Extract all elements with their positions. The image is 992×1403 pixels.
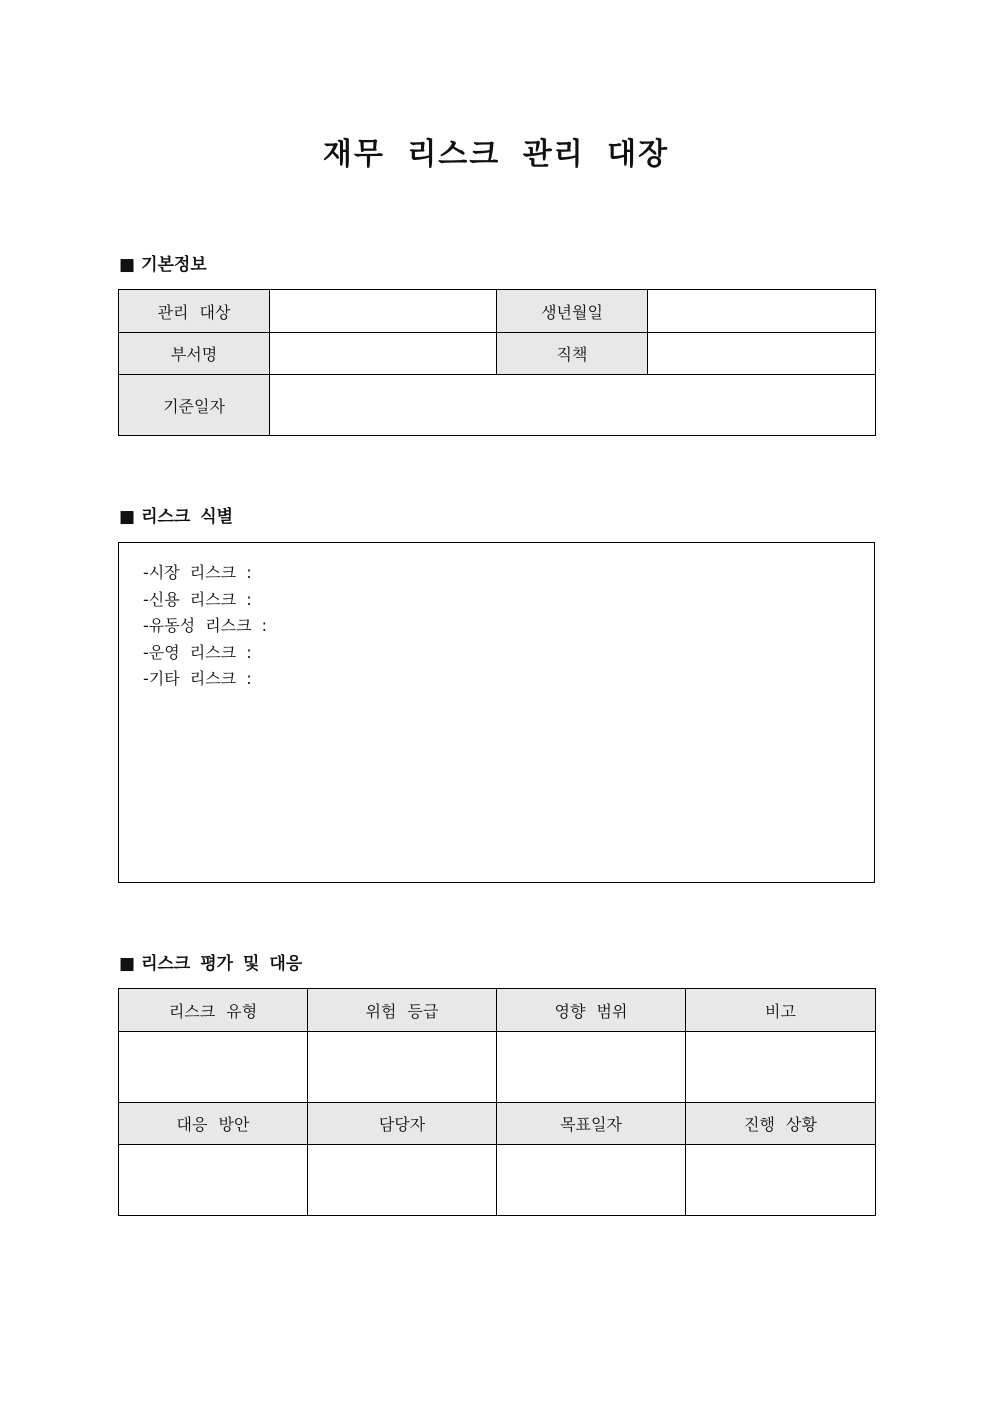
section-heading-text: 리스크 식별: [141, 507, 234, 527]
label-position: 직책: [497, 333, 648, 375]
risk-assessment-table: [118, 988, 876, 1216]
risk-type-field[interactable]: [119, 1032, 308, 1103]
remarks-field[interactable]: [686, 1032, 876, 1103]
target-date-field[interactable]: [497, 1145, 686, 1216]
response-plan-field[interactable]: [119, 1145, 308, 1216]
list-item-market-risk: -시장 리스크 :: [143, 563, 252, 582]
risk-level-field[interactable]: [308, 1032, 497, 1103]
list-item-credit-risk: -신용 리스크 :: [143, 589, 252, 609]
square-bullet-icon: ■: [119, 954, 136, 974]
impact-scope-field[interactable]: [497, 1032, 686, 1103]
section-heading-basic-info: [119, 253, 207, 277]
section-heading-risk-identification: [119, 505, 233, 529]
list-item-operational-risk: -운영 리스크 :: [143, 642, 252, 662]
header-owner: 담당자: [308, 1103, 497, 1145]
header-response-plan: 대응 방안: [119, 1103, 308, 1145]
document-title: 재무 리스크 관리 대장: [322, 137, 670, 172]
list-item-other-risk: -기타 리스크 :: [143, 669, 252, 688]
section-heading-risk-assessment: [119, 952, 302, 976]
list-item-liquidity-risk: -유동성 리스크 :: [143, 616, 268, 635]
department-field[interactable]: [270, 333, 497, 375]
progress-field[interactable]: [686, 1145, 876, 1216]
square-bullet-icon: ■: [119, 255, 136, 275]
owner-field[interactable]: [308, 1145, 497, 1216]
label-birthdate: 생년월일: [497, 290, 648, 333]
header-progress: 진행 상황: [686, 1103, 876, 1145]
risk-identification-box[interactable]: [118, 542, 875, 883]
position-field[interactable]: [648, 333, 876, 375]
label-department: 부서명: [119, 333, 270, 375]
base-date-field[interactable]: [270, 375, 876, 436]
header-risk-type: 리스크 유형: [119, 989, 308, 1032]
header-remarks: 비고: [686, 989, 876, 1032]
label-base-date: 기준일자: [119, 375, 270, 436]
section-heading-text: 리스크 평가 및 대응: [141, 954, 303, 974]
section-heading-text: 기본정보: [141, 255, 207, 275]
birthdate-field[interactable]: [648, 290, 876, 333]
header-impact-scope: 영향 범위: [497, 989, 686, 1032]
square-bullet-icon: ■: [119, 507, 136, 527]
header-target-date: 목표일자: [497, 1103, 686, 1145]
basic-info-table: [118, 289, 876, 436]
label-subject: 관리 대상: [119, 290, 270, 333]
subject-field[interactable]: [270, 290, 497, 333]
risk-identification-list: [119, 543, 874, 693]
header-risk-level: 위험 등급: [308, 989, 497, 1032]
